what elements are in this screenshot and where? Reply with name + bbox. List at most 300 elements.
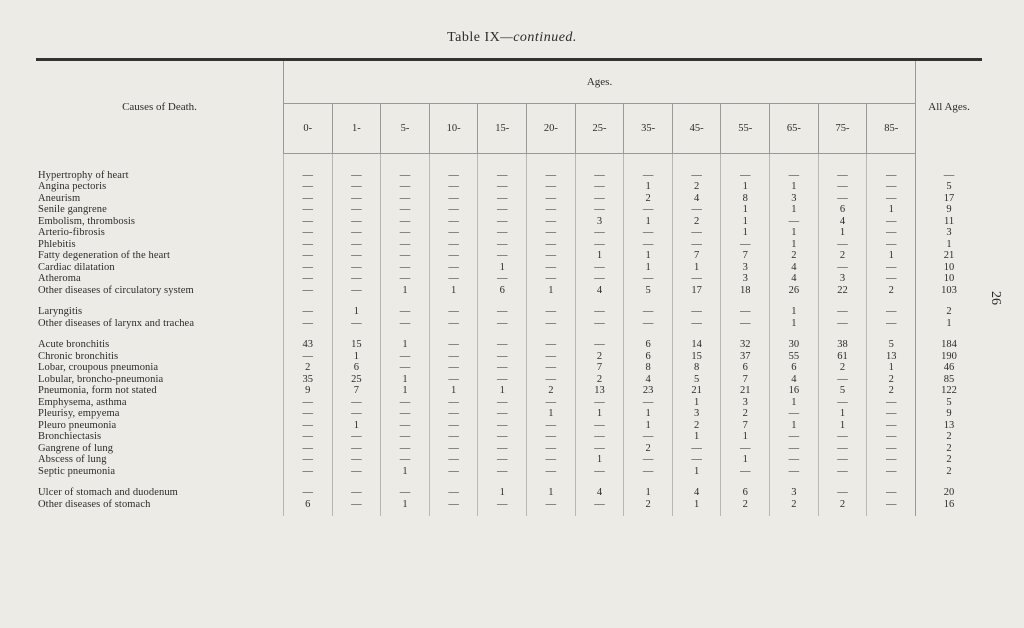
age-count-cell: — [381, 306, 430, 318]
age-count-cell: — [818, 170, 867, 182]
cause-label: Septic pneumonia [36, 466, 284, 478]
all-ages-cell: 10 [916, 262, 982, 274]
age-count-cell: — [527, 351, 576, 363]
age-count-cell: — [332, 170, 381, 182]
age-count-cell: — [429, 227, 478, 239]
age-count-cell: — [429, 420, 478, 432]
age-count-cell: 1 [624, 181, 673, 193]
age-count-cell: — [284, 420, 333, 432]
table-row [36, 431, 982, 443]
age-count-cell: 2 [284, 362, 333, 374]
age-count-cell: 2 [624, 443, 673, 455]
age-count-cell: — [284, 318, 333, 330]
age-count-cell: 2 [888, 385, 894, 396]
age-count-cell: 1 [575, 454, 624, 466]
age-count-cell: — [332, 466, 381, 478]
all-ages-cell: 5 [916, 397, 982, 409]
age-count-cell: — [818, 262, 867, 274]
age-count-cell: — [527, 250, 576, 262]
age-count-cell: — [332, 408, 381, 420]
age-count-cell: 13 [885, 350, 897, 362]
age-count-cell: 1 [672, 499, 721, 511]
age-count-cell: — [527, 204, 576, 216]
age-count-cell: — [332, 499, 381, 511]
age-count-cell: — [284, 454, 333, 466]
age-count-cell: — [770, 431, 819, 443]
age-count-cell: — [284, 239, 333, 251]
age-count-cell: — [624, 431, 673, 443]
age-count-cell: 1 [721, 204, 770, 216]
age-count-cell: — [332, 431, 381, 443]
cause-label: Chronic bronchitis [36, 351, 284, 363]
age-count-cell: — [478, 420, 527, 432]
all-ages-cell: 3 [916, 227, 982, 239]
age-count-cell: — [818, 374, 867, 386]
age-group-header: 10- [429, 104, 478, 153]
all-ages-cell: 21 [916, 250, 982, 262]
table-row [36, 181, 982, 193]
age-count-cell: 1 [770, 239, 819, 251]
all-ages-cell: 17 [916, 193, 982, 205]
all-ages-cell: 46 [916, 362, 982, 374]
cause-label: Other diseases of stomach [36, 499, 284, 511]
age-count-cell: — [381, 443, 430, 455]
age-count-cell: — [885, 498, 897, 510]
age-count-cell: — [818, 487, 867, 499]
age-count-cell: — [575, 204, 624, 216]
age-count-cell: — [575, 193, 624, 205]
age-count-cell: 21 [721, 385, 770, 397]
age-count-cell: 1 [770, 227, 819, 239]
age-group-header: 75- [818, 104, 867, 153]
cause-label: Lobar, croupous pneumonia [36, 362, 284, 374]
cause-label: Bronchiectasis [36, 431, 284, 443]
age-count-cell: 1 [721, 431, 770, 443]
age-count-cell: 1 [721, 454, 770, 466]
age-count-cell: 1 [770, 181, 819, 193]
age-count-cell: — [672, 318, 721, 330]
age-count-cell: — [885, 169, 897, 181]
age-group-header: 85- [867, 104, 916, 153]
age-count-cell: — [624, 204, 673, 216]
age-count-cell: 43 [284, 339, 333, 351]
age-count-cell: — [672, 227, 721, 239]
table-row [36, 374, 982, 386]
age-count-cell: — [575, 306, 624, 318]
age-count-cell: 1 [478, 487, 527, 499]
age-count-cell: — [381, 204, 430, 216]
age-count-cell: 23 [624, 385, 673, 397]
age-count-cell: — [381, 397, 430, 409]
age-count-cell: 6 [624, 339, 673, 351]
age-count-cell: 2 [818, 362, 867, 374]
age-count-cell: — [818, 431, 867, 443]
age-count-cell: — [284, 397, 333, 409]
age-count-cell: 1 [381, 285, 430, 297]
age-count-cell: — [284, 204, 333, 216]
age-count-cell: 18 [721, 285, 770, 297]
age-count-cell: 37 [721, 351, 770, 363]
age-count-cell: 6 [284, 499, 333, 511]
age-count-cell: 1 [478, 385, 527, 397]
age-count-cell: — [527, 239, 576, 251]
age-count-cell: — [885, 261, 897, 273]
age-count-cell: — [381, 351, 430, 363]
age-count-cell: — [721, 466, 770, 478]
age-count-cell: 6 [332, 362, 381, 374]
age-count-cell: 1 [575, 250, 624, 262]
age-count-cell: — [429, 397, 478, 409]
age-count-cell: — [381, 273, 430, 285]
age-count-cell: — [721, 318, 770, 330]
age-count-cell: — [429, 250, 478, 262]
age-count-cell: — [770, 454, 819, 466]
age-count-cell: 9 [284, 385, 333, 397]
age-count-cell: 1 [624, 262, 673, 274]
age-count-cell: — [381, 431, 430, 443]
age-count-cell: 21 [672, 385, 721, 397]
table-row [36, 216, 982, 228]
all-ages-cell: 2 [916, 454, 982, 466]
age-count-cell: 1 [381, 499, 430, 511]
table-row [36, 443, 982, 455]
age-count-cell: 6 [478, 285, 527, 297]
age-group-header: 25- [575, 104, 624, 153]
age-count-cell: 1 [381, 466, 430, 478]
age-count-cell: — [429, 204, 478, 216]
age-count-cell: — [332, 250, 381, 262]
age-count-cell: — [672, 443, 721, 455]
table-row [36, 318, 982, 330]
age-count-cell: — [429, 408, 478, 420]
age-count-cell: — [429, 339, 478, 351]
age-count-cell: — [885, 454, 897, 465]
age-count-cell: — [332, 239, 381, 251]
age-count-cell: 2 [818, 250, 867, 262]
age-count-cell: — [624, 239, 673, 251]
age-count-cell: 6 [770, 362, 819, 374]
age-count-cell: 1 [381, 339, 430, 351]
age-count-cell: — [770, 443, 819, 455]
table-row [36, 170, 982, 182]
age-count-cell: — [381, 181, 430, 193]
cause-label: Other diseases of larynx and trachea [36, 318, 284, 330]
cause-label: Acute bronchitis [36, 339, 284, 351]
table-title [0, 30, 1024, 46]
table-row [36, 487, 982, 499]
age-count-cell: — [885, 238, 897, 250]
age-count-cell: — [818, 397, 867, 409]
age-count-cell: — [332, 397, 381, 409]
age-count-cell: — [624, 306, 673, 318]
age-count-cell: — [284, 193, 333, 205]
age-count-cell: — [527, 273, 576, 285]
age-count-cell: 8 [721, 193, 770, 205]
cause-label: Fatty degeneration of the heart [36, 250, 284, 262]
age-count-cell: — [429, 454, 478, 466]
age-count-cell: — [818, 239, 867, 251]
age-count-cell: — [770, 408, 819, 420]
age-count-cell: 2 [575, 374, 624, 386]
table-row [36, 227, 982, 239]
table-row [36, 339, 982, 351]
age-count-cell: — [624, 454, 673, 466]
age-count-cell: — [527, 362, 576, 374]
age-count-cell: — [381, 193, 430, 205]
all-ages-cell: 1 [916, 239, 982, 251]
age-group-header: 15- [478, 104, 527, 153]
all-ages-cell: 184 [916, 339, 982, 351]
age-count-cell: 4 [818, 216, 867, 228]
age-count-cell: — [478, 443, 527, 455]
age-count-cell: 32 [721, 339, 770, 351]
age-count-cell: 26 [770, 285, 819, 297]
age-count-cell: — [429, 487, 478, 499]
age-count-cell: 1 [381, 385, 430, 397]
age-count-cell: 1 [888, 362, 894, 373]
table-row [36, 285, 982, 297]
age-count-cell: 1 [527, 408, 576, 420]
age-count-cell: 1 [672, 431, 721, 443]
age-count-cell: — [624, 227, 673, 239]
age-count-cell: — [885, 317, 897, 329]
age-group-header: 1- [332, 104, 381, 153]
age-count-cell: — [478, 204, 527, 216]
age-count-cell: — [429, 193, 478, 205]
table-row [36, 466, 982, 478]
age-count-cell: 1 [770, 318, 819, 330]
all-ages-cell: 20 [916, 487, 982, 499]
age-count-cell: 22 [818, 285, 867, 297]
mortality-table [36, 58, 982, 516]
ages-header: Ages. [284, 60, 916, 104]
age-count-cell: 1 [770, 306, 819, 318]
table-row [36, 239, 982, 251]
age-count-cell: 35 [284, 374, 333, 386]
age-group-header: 35- [624, 104, 673, 153]
cause-label: Emphysema, asthma [36, 397, 284, 409]
age-count-cell: — [527, 216, 576, 228]
age-count-cell: — [527, 443, 576, 455]
age-count-cell: — [429, 351, 478, 363]
spacer-row [36, 329, 982, 339]
age-count-cell: — [381, 362, 430, 374]
age-count-cell: 15 [332, 339, 381, 351]
cause-label: Embolism, thrombosis [36, 216, 284, 228]
age-count-cell: 3 [721, 273, 770, 285]
age-count-cell: — [332, 181, 381, 193]
age-count-cell: — [284, 262, 333, 274]
age-count-cell: 8 [672, 362, 721, 374]
age-count-cell: — [284, 306, 333, 318]
age-count-cell: — [381, 262, 430, 274]
age-count-cell: — [429, 262, 478, 274]
age-count-cell: 1 [332, 420, 381, 432]
age-count-cell: 2 [721, 499, 770, 511]
age-count-cell: — [381, 487, 430, 499]
table-row [36, 385, 982, 397]
age-count-cell: — [527, 306, 576, 318]
age-count-cell: 2 [770, 499, 819, 511]
all-ages-cell: 9 [916, 204, 982, 216]
age-count-cell: — [284, 466, 333, 478]
age-count-cell: 61 [818, 351, 867, 363]
age-count-cell: — [818, 306, 867, 318]
age-count-cell: 5 [818, 385, 867, 397]
age-count-cell: 1 [672, 466, 721, 478]
age-count-cell: 1 [624, 216, 673, 228]
age-count-cell: — [885, 431, 897, 442]
table-row [36, 193, 982, 205]
age-count-cell: 2 [672, 216, 721, 228]
cause-label: Phlebitis [36, 239, 284, 251]
age-count-cell: 1 [429, 285, 478, 297]
age-count-cell: — [885, 227, 897, 238]
age-count-cell: 7 [721, 374, 770, 386]
causes-header: Causes of Death. [36, 60, 284, 154]
age-count-cell: 55 [770, 351, 819, 363]
age-count-cell: — [575, 227, 624, 239]
table-row [36, 408, 982, 420]
age-count-cell: 1 [818, 227, 867, 239]
age-count-cell: 25 [332, 374, 381, 386]
age-count-cell: — [478, 318, 527, 330]
all-ages-cell: 2 [916, 466, 982, 478]
spacer-row [36, 153, 982, 170]
age-count-cell: 2 [624, 193, 673, 205]
age-count-cell: — [478, 227, 527, 239]
age-count-cell: 1 [770, 204, 819, 216]
age-group-header: 65- [770, 104, 819, 153]
age-count-cell: — [284, 250, 333, 262]
age-count-cell: — [624, 466, 673, 478]
cause-label: Lobular, broncho-pneumonia [36, 374, 284, 386]
age-count-cell: — [332, 285, 381, 297]
cause-label: Cardiac dilatation [36, 262, 284, 274]
age-count-cell: 6 [818, 204, 867, 216]
age-count-cell: 6 [721, 362, 770, 374]
age-count-cell: — [885, 487, 897, 498]
age-group-header: 0- [284, 104, 333, 153]
age-count-cell: 1 [818, 420, 867, 432]
age-count-cell: — [575, 239, 624, 251]
age-count-cell: — [284, 181, 333, 193]
age-count-cell: 4 [575, 285, 624, 297]
age-count-cell: — [478, 431, 527, 443]
age-count-cell: — [672, 170, 721, 182]
age-count-cell: — [478, 408, 527, 420]
all-ages-cell: 16 [916, 499, 982, 511]
age-count-cell: — [284, 443, 333, 455]
age-count-cell: — [721, 306, 770, 318]
age-count-cell: 1 [527, 487, 576, 499]
age-count-cell: — [721, 443, 770, 455]
age-count-cell: — [672, 454, 721, 466]
age-count-cell: 3 [818, 273, 867, 285]
age-count-cell: — [770, 216, 819, 228]
age-count-cell: — [885, 442, 897, 454]
age-count-cell: — [284, 216, 333, 228]
age-count-cell: — [575, 499, 624, 511]
age-count-cell: 7 [721, 250, 770, 262]
age-count-cell: 1 [527, 285, 576, 297]
age-count-cell: — [332, 204, 381, 216]
age-count-cell: — [429, 374, 478, 386]
all-ages-cell: 1 [916, 318, 982, 330]
age-count-cell: — [885, 306, 897, 317]
title-prefix: Table IX [447, 30, 501, 45]
age-count-cell: — [284, 227, 333, 239]
age-count-cell: 3 [770, 193, 819, 205]
age-count-cell: — [575, 397, 624, 409]
all-ages-cell: 11 [916, 216, 982, 228]
age-count-cell: — [478, 250, 527, 262]
age-count-cell: — [478, 170, 527, 182]
age-count-cell: — [575, 443, 624, 455]
age-count-cell: — [818, 193, 867, 205]
age-count-cell: — [527, 420, 576, 432]
age-count-cell: — [478, 216, 527, 228]
age-count-cell: 1 [624, 420, 673, 432]
age-count-cell: — [527, 374, 576, 386]
age-count-cell: 38 [818, 339, 867, 351]
age-group-header: 55- [721, 104, 770, 153]
age-count-cell: — [332, 318, 381, 330]
age-count-cell: 3 [721, 262, 770, 274]
age-count-cell: — [284, 408, 333, 420]
age-count-cell: — [429, 216, 478, 228]
age-count-cell: — [575, 420, 624, 432]
age-count-cell: — [527, 193, 576, 205]
age-count-cell: — [885, 396, 897, 408]
age-count-cell: — [429, 239, 478, 251]
age-count-cell: — [381, 170, 430, 182]
age-count-cell: — [721, 239, 770, 251]
age-count-cell: 15 [672, 351, 721, 363]
age-group-header: 45- [672, 104, 721, 153]
age-count-cell: — [429, 318, 478, 330]
age-count-cell: 7 [575, 362, 624, 374]
age-count-cell: — [885, 419, 897, 431]
age-count-cell: — [575, 318, 624, 330]
age-count-cell: — [284, 285, 333, 297]
age-count-cell: 14 [672, 339, 721, 351]
cause-label: Aneurism [36, 193, 284, 205]
age-count-cell: — [429, 362, 478, 374]
age-count-cell: — [381, 318, 430, 330]
age-count-cell: — [332, 193, 381, 205]
age-count-cell: 5 [888, 339, 894, 350]
age-count-cell: — [478, 499, 527, 511]
age-count-cell: — [527, 454, 576, 466]
cause-label: Pleurisy, empyema [36, 408, 284, 420]
age-count-cell: 2 [818, 499, 867, 511]
age-count-cell: 2 [770, 250, 819, 262]
age-count-cell: 7 [721, 420, 770, 432]
table-row [36, 273, 982, 285]
age-count-cell: — [332, 443, 381, 455]
age-count-cell: — [721, 170, 770, 182]
age-count-cell: 3 [721, 397, 770, 409]
age-count-cell: — [885, 273, 897, 284]
age-count-cell: 6 [624, 351, 673, 363]
age-count-cell: 1 [575, 408, 624, 420]
age-count-cell: 1 [381, 374, 430, 386]
cause-label: Pleuro pneumonia [36, 420, 284, 432]
age-count-cell: 2 [672, 181, 721, 193]
age-count-cell: 3 [672, 408, 721, 420]
age-count-cell: — [429, 273, 478, 285]
